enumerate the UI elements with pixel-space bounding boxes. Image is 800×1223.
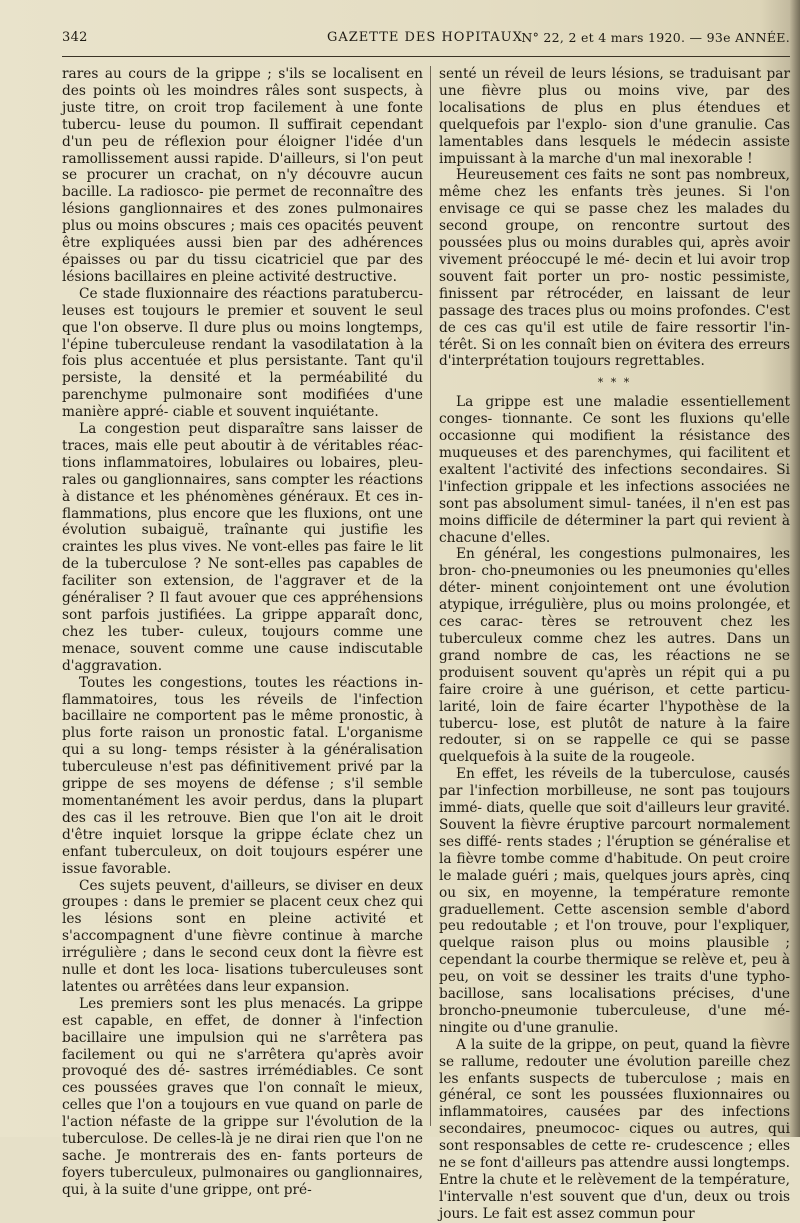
header-rule (62, 56, 790, 57)
page-header (62, 30, 790, 50)
paragraph: La grippe est une maladie essentiellement conges- tionnante. Ce sont les fluxions qu'elle occasionne qui modifient la résistance des muqueuses et des parenchymes, qui facilitent et exaltent l'activité des infections secondaires. Si l'infection grippale et les infections associées ne sont pas absolument simul- tanées, il n'en est pas moins difficile de déterminer la part qui revient à chacune d'elles. (439, 394, 790, 546)
journal-title: GAZETTE DES HOPITAUX (327, 30, 523, 45)
section-separator: * * * (597, 376, 632, 390)
paragraph: En général, les congestions pulmonaires, les bron- cho-pneumonies ou les pneumonies qu'elles déter- minent conjointement ont une évolution atypique, irrégulière, plus ou moins prolongée, et ces carac- tères se retrouvent chez les tuberculeux comme chez les autres. Dans un grand nombre de cas, les réactions ne se produisent souvent qu'après un répit qui a pu faire croire à une guérison, et cette particu- larité, loin de faire écarter l'hypothèse de la tubercu- lose, est plutôt de nature à la faire redouter, si on se rappelle ce qui se passe quelquefois à la suite de la rougeole. (439, 546, 790, 766)
paragraph: Ce stade fluxionnaire des réactions paratubercu- leuses est toujours le premier et souvent le seul que l'on observe. Il dure plus ou moins longtemps, l'épine tuberculeuse rendant la vasodilatation à la fois plus accentuée et plus persistante. Tant qu'il persiste, la densité et la perméabilité du parenchyme pulmonaire sont modifiées d'une manière appré- ciable et souvent inquiétante. (62, 285, 423, 421)
paragraph: Ces sujets peuvent, d'ailleurs, se diviser en deux groupes : dans le premier se placent ceux chez qui les lésions sont en pleine activité et s'accompagnent d'une fièvre continue à marche irrégulière ; dans le second ceux dont la fièvre est nulle et dont les loca- lisations tuberculeuses sont latentes ou arrêtées dans leur expansion. (62, 877, 423, 995)
page-number: 342 (62, 30, 88, 45)
issue-info: N° 22, 2 et 4 mars 1920. — 93e ANNÉE. (521, 30, 790, 45)
left-column (62, 66, 423, 1199)
paragraph: A la suite de la grippe, on peut, quand la fièvre se rallume, redouter une évolution pareille chez les enfants suspects de tuberculose ; mais en général, ce sont les poussées fluxionnaires ou inflammatoires, causées par des infections secondaires, pneumococ- ciques ou autres, qui sont responsables de cette re- crudescence ; elles ne se font d'ailleurs pas attendre aussi longtemps. Entre la chute et le relèvement de la température, l'intervalle n'est souvent que d'un, deux ou trois jours. Le fait est assez commun pour (439, 1036, 790, 1222)
paragraph: Heureusement ces faits ne sont pas nombreux, même chez les enfants très jeunes. Si l'on envisage ce qui se passe chez les malades du second groupe, on rencontre surtout des poussées plus ou moins durables qui, après avoir vivement préoccupé le mé- decin et lui avoir trop souvent fait porter un pro- nostic pessimiste, finissent par rétrocéder, en laissant de leur passage des traces plus ou moins profondes. C'est de ces cas qu'il est utile de faire ressortir l'in- térêt. Si on les connaît bien on évitera des erreurs d'interprétation toujours regrettables. (439, 167, 790, 370)
paragraph: senté un réveil de leurs lésions, se traduisant par une fièvre plus ou moins vive, par des localisations de plus en plus étendues et quelquefois par l'explo- sion d'une granulie. Cas lamentables dans lesquels le médecin assiste impuissant à la marche d'un mal inexorable ! (439, 66, 790, 167)
paragraph: rares au cours de la grippe ; s'ils se localisent en des points où les moindres râles sont suspects, à juste titre, on croit trop facilement à une fonte tubercu- leuse du poumon. Il suffirait cependant d'un peu de réflexion pour éloigner l'idée d'un ramollissement aussi rapide. D'ailleurs, si l'on peut se procurer un crachat, on n'y découvre aucun bacille. La radiosco- pie permet de reconnaître des lésions ganglionnaires et des zones pulmonaires plus ou moins obscures ; mais ces opacités peuvent être expliquées aussi bien par des adhérences épaisses ou par du tissu cicatriciel que par des lésions bacillaires en pleine activité destructive. (62, 66, 423, 285)
paragraph: En effet, les réveils de la tuberculose, causés par l'infection morbilleuse, ne sont pas toujours immé- diats, quelle que soit d'ailleurs leur gravité. Souvent la fièvre éruptive parcourt normalement ses diffé- rents stades ; l'éruption se généralise et la fièvre tombe comme d'habitude. On peut croire le malade guéri ; mais, quelques jours après, cinq ou six, en moyenne, la température remonte graduellement. Cette ascension semble d'abord peu redoutable ; et l'on trouve, pour l'expliquer, quelque raison plus ou moins plausible ; cependant la courbe thermique se relève et, peu à peu, on voit se dessiner les traits d'une typho-bacillose, sans localisations précises, d'une broncho-pneumonie tuberculeuse, d'une mé- ningite ou d'une granulie. (439, 766, 790, 1036)
paragraph: Toutes les congestions, toutes les réactions in- flammatoires, tous les réveils de l'infection bacillaire ne comportent pas le même pronostic, à plus forte raison un pronostic fatal. L'organisme qui a su long- temps résister à la généralisation tuberculeuse n'est pas définitivement privé par la grippe de ses moyens de défense ; s'il semble momentanément les avoir perdus, dans la plupart des cas il les retrouve. Bien que l'on ait le droit d'être inquiet lorsque la grippe éclate chez un enfant tuberculeux, on doit toujours espérer une issue favorable. (62, 674, 423, 877)
column-divider (430, 66, 431, 1126)
paragraph: Les premiers sont les plus menacés. La grippe est capable, en effet, de donner à l'infection bacillaire une impulsion qui ne s'arrêtera pas facilement ou qui ne s'arrêtera qu'après avoir provoqué des dé- sastres irrémédiables. Ce sont ces poussées graves que l'on connaît le mieux, celles que l'on a toujours en vue quand on parle de l'action néfaste de la grippe sur l'évolution de la tuberculose. De celles-là je ne dirai rien que l'on ne sache. Je montrerais des en- fants porteurs de foyers tuberculeux, pulmonaires ou ganglionnaires, qui, à la suite d'une grippe, ont pré- (62, 995, 423, 1198)
right-column (439, 66, 790, 1223)
paragraph: La congestion peut disparaître sans laisser de traces, mais elle peut aboutir à de véritables réac- tions inflammatoires, lobulaires ou lobaires, pleu- rales ou ganglionnaires, sans compter les réactions à distance et les phénomènes généraux. Et ces in- flammations, plus encore que les fluxions, ont une évolution subaiguë, traînante qui justifie les craintes les plus vives. Ne vont-elles pas faire le lit de la tuberculose ? Ne sont-elles pas capables de faciliter son extension, de l'aggraver et de la généraliser ? Il faut avouer que ces appréhensions sont parfois justifiées. La grippe apparaît donc, chez les tuber- culeux, toujours comme une menace, souvent comme une cause indiscutable d'aggravation. (62, 421, 423, 674)
page-edge-shadow (790, 0, 800, 1137)
